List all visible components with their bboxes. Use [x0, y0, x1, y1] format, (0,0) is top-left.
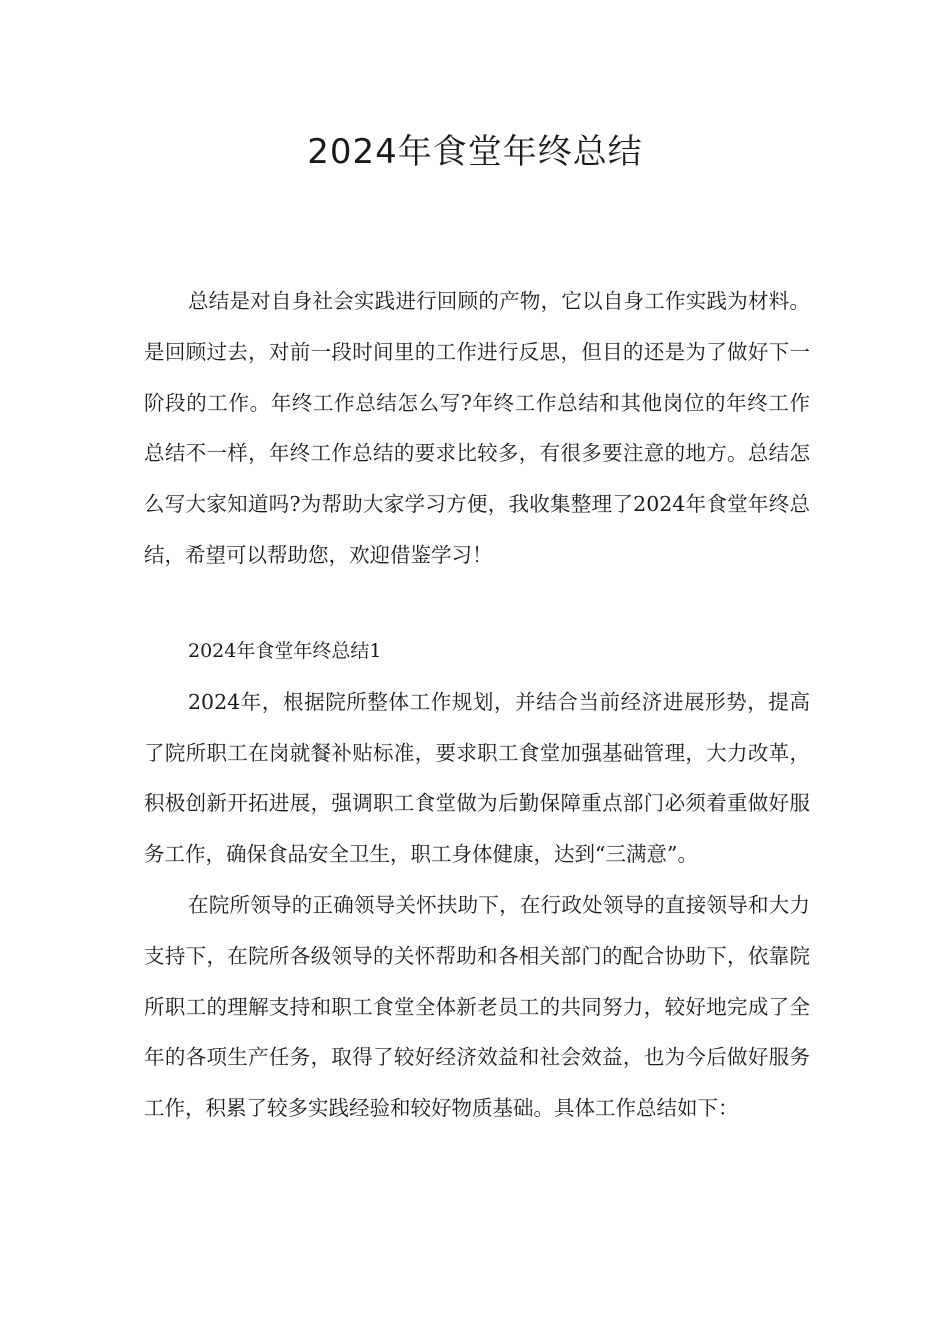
body-paragraph: 2024年，根据院所整体工作规划，并结合当前经济进展形势，提高了院所职工在岗就餐补贴标准，要求职工食堂加强基础管理，大力改革，积极创新开拓进展，强调职工食堂做为后勤保障重点部门必须着重做好服务工作，确保食品安全卫生，职工身体健康，达到“三满意”。 — [144, 689, 810, 867]
section-block — [144, 626, 810, 1134]
body-paragraph: 在院所领导的正确领导关怀扶助下，在行政处领导的直接领导和大力支持下，在院所各级领导的关怀帮助和各相关部门的配合协助下，依靠院所职工的理解支持和职工食堂全体新老员工的共同努力，较好地完成了全年的各项生产任务，取得了较好经济效益和社会效益，也为今后做好服务工作，积累了较多实践经验和较好物质基础。具体工作总结如下： — [144, 892, 810, 1121]
section-heading: 2024年食堂年终总结1 — [188, 640, 382, 662]
document-title: 2024年食堂年终总结 — [307, 132, 643, 172]
intro-paragraph: 总结是对自身社会实践进行回顾的产物，它以自身工作实践为材料。是回顾过去，对前一段时间里的工作进行反思，但目的还是为了做好下一阶段的工作。年终工作总结怎么写?年终工作总结和其他岗位的年终工作总结不一样，年终工作总结的要求比较多，有很多要注意的地方。总结怎么写大家知道吗?为帮助大家学习方便，我收集整理了2024年食堂年终总结，希望可以帮助您，欢迎借鉴学习！ — [144, 289, 810, 567]
intro-block — [144, 276, 810, 581]
